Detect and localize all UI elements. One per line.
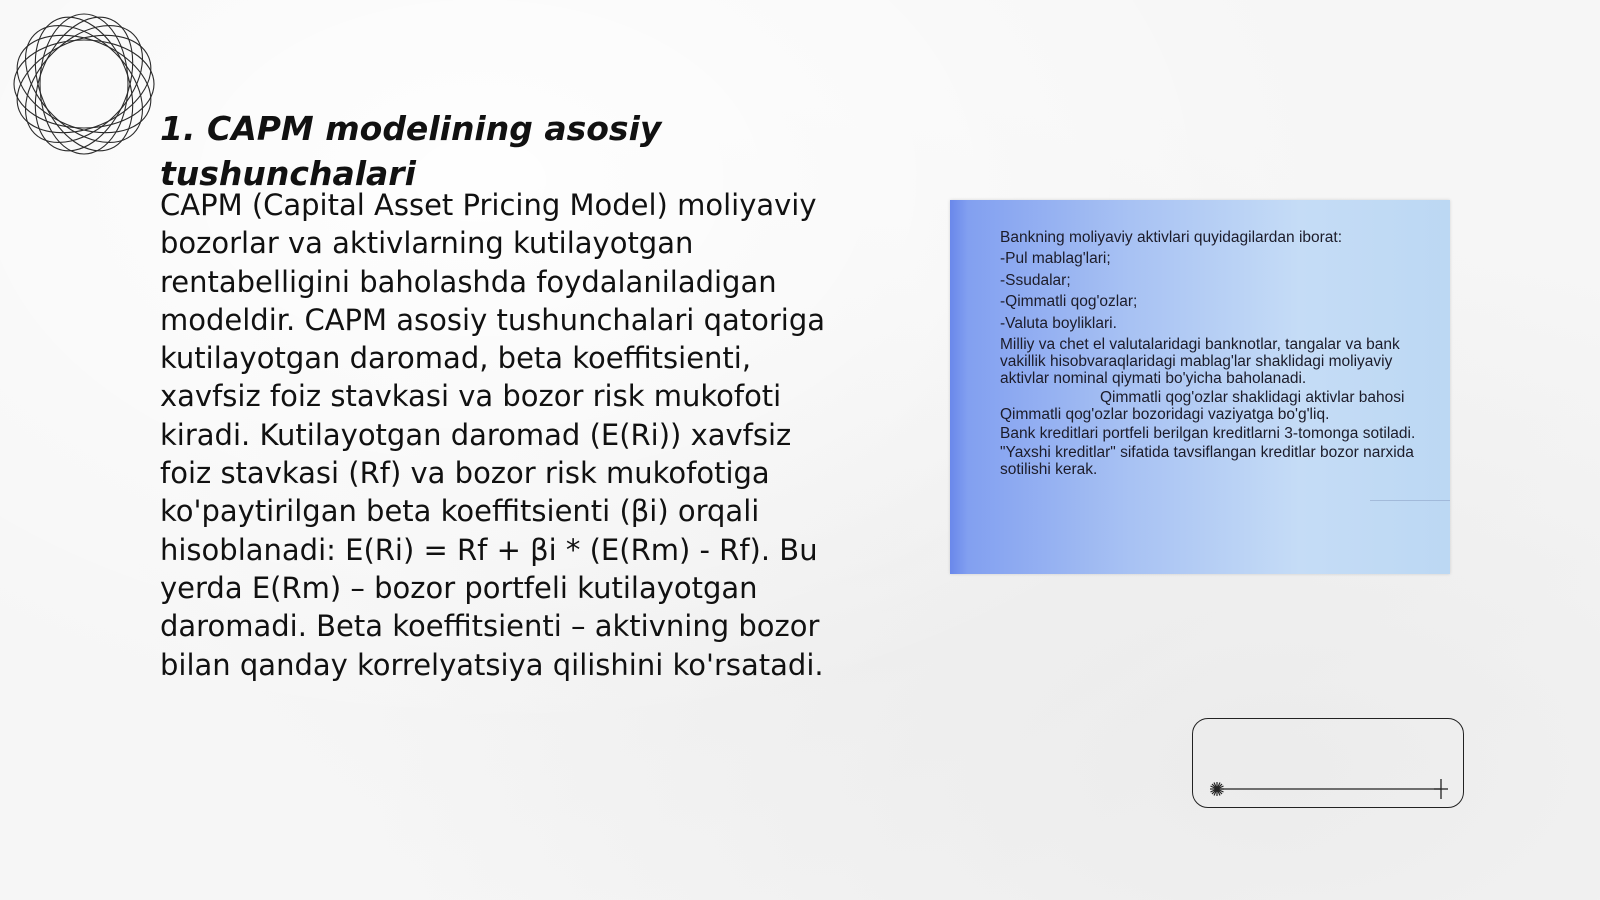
rosette-petal <box>40 14 128 154</box>
asset-list-item: -Ssudalar; <box>1000 271 1071 289</box>
panel-divider-line <box>1370 500 1450 501</box>
financial-assets-image <box>950 200 1450 574</box>
image-panel-heading: Bankning moliyaviy aktivlari quyidagilardan iborat: <box>1000 229 1343 246</box>
rosette-petal <box>10 10 158 158</box>
image-panel-paragraph: Qimmatli qog'ozlar shaklidagi aktivlar bahosi Qimmatli qog'ozlar bozoridagi vaziyatga bo'g'liq. <box>1000 389 1405 423</box>
image-panel-paragraph: Bank kreditlari portfeli berilgan kreditlarni 3-tomonga sotiladi. <box>1000 425 1416 442</box>
rosette-petal <box>10 10 158 158</box>
image-panel-paragraph: Milliy va chet el valutalaridagi banknotlar, tangalar va bank vakillik hisobvaraqlaridagi mablag'lar shaklidagi moliyaviy aktivlar nominal qiymati bo'yicha baholanadi. <box>1000 336 1400 387</box>
panel-edge-glow <box>950 200 968 574</box>
slide-title: 1. CAPM modelining asosiy tushunchalari <box>160 109 662 193</box>
asset-list-item: -Valuta boyliklari. <box>1000 314 1117 332</box>
circle-rosette-icon <box>10 10 158 158</box>
crosshair-icon <box>1434 779 1448 799</box>
image-panel-paragraph: "Yaxshi kreditlar" sifatida tavsiflangan kreditlar bozor narxida sotilishi kerak. <box>1000 444 1414 478</box>
image-panel-content <box>1000 227 1440 478</box>
slide-body-text: CAPM (Capital Asset Pricing Model) moliyaviy bozorlar va aktivlarning kutilayotgan rentabelligini baholashda foydalaniladigan modeldir. CAPM asosiy tushunchalari qatoriga kutilayotgan daromad, beta koeffitsienti, xavfsiz foiz stavkasi va bozor risk mukofoti kiradi. Kutilayotgan daromad (E(Ri)) xavfsiz foiz stavkasi (Rf) va bozor risk mukofotiga ko'paytirilgan beta koeffitsienti (βi) orqali hisoblanadi: E(Ri) = Rf + βi * (E(Rm) - Rf). Bu yerda E(Rm) – bozor portfeli kutilayotgan daromadi. Beta koeffitsienti – aktivning bozor bilan qanday korrelyatsiya qilishini ko'rsatadi. <box>160 188 826 682</box>
starburst-icon <box>1210 782 1224 796</box>
timeline-graphic <box>1193 719 1465 809</box>
asset-list-item: -Pul mablag'lari; <box>1000 250 1111 267</box>
asset-list-item: -Qimmatli qog'ozlar; <box>1000 293 1138 310</box>
timeline-decoration <box>1192 718 1464 808</box>
rosette-petal <box>14 40 154 128</box>
